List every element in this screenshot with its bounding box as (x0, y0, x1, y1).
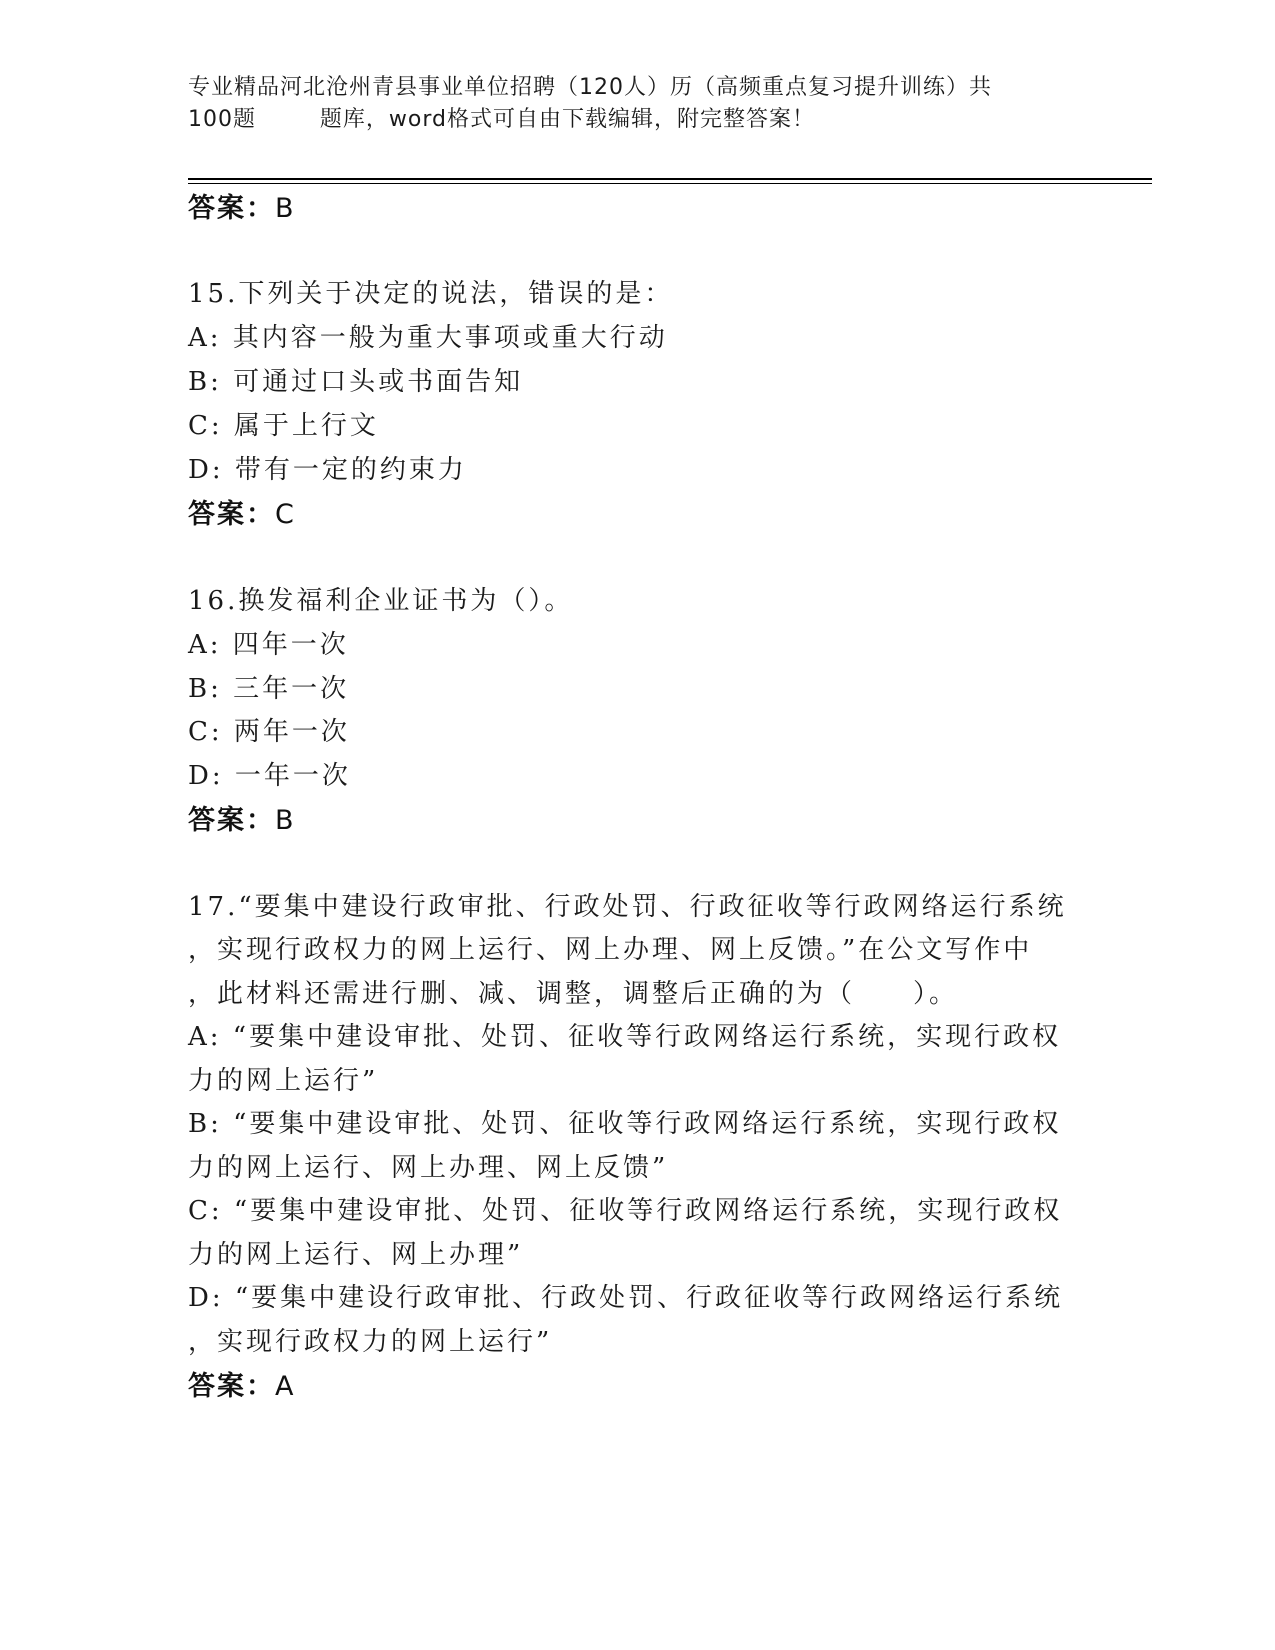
question-17-line1: 17.“要集中建设行政审批、行政处罚、行政征收等行政网络运行系统 (188, 892, 1067, 922)
question-15-text: 15.下列关于决定的说法，错误的是： (188, 279, 674, 309)
q17-option-a-line2: 力的网上运行” (188, 1066, 379, 1096)
answer-q17 (188, 1364, 295, 1403)
q15-option-b: B: 可通过口头或书面告知 (188, 367, 524, 397)
q17-option-b-line2: 力的网上运行、网上办理、网上反馈” (188, 1153, 669, 1183)
header-divider-thick (188, 178, 1152, 180)
answer-value: B (275, 193, 296, 224)
answer-label: 答案： (188, 193, 275, 224)
q17-option-c-line1: C: “要集中建设审批、处罚、征收等行政网络运行系统，实现行政权 (188, 1196, 1063, 1226)
q17-option-c-line2: 力的网上运行、网上办理” (188, 1240, 524, 1270)
question-16-text: 16.换发福利企业证书为（）。 (188, 586, 574, 616)
q17-option-d-line2: ，实现行政权力的网上运行” (188, 1327, 553, 1357)
answer-label: 答案： (188, 1371, 275, 1402)
question-17-line3: ，此材料还需进行删、减、调整，调整后正确的为（ ）。 (188, 979, 959, 1009)
q16-option-c: C: 两年一次 (188, 717, 350, 747)
document-header (188, 72, 1068, 136)
question-17-line2: ，实现行政权力的网上运行、网上办理、网上反馈。”在公文写作中 (188, 935, 1033, 965)
q17-option-d-line1: D: “要集中建设行政审批、行政处罚、行政征收等行政网络运行系统 (188, 1283, 1064, 1313)
q16-option-d: D: 一年一次 (188, 761, 351, 791)
q16-option-b: B: 三年一次 (188, 674, 350, 704)
q17-option-a-line1: A: “要集中建设审批、处罚、征收等行政网络运行系统，实现行政权 (188, 1022, 1062, 1052)
answer-value: B (275, 805, 296, 836)
answer-value: A (275, 1371, 296, 1402)
answer-q15 (188, 492, 296, 531)
q15-option-d: D: 带有一定的约束力 (188, 455, 467, 485)
header-title-line2: 100题 题库，word格式可自由下载编辑，附完整答案！ (188, 107, 816, 132)
answer-q14 (188, 186, 296, 225)
answer-label: 答案： (188, 499, 275, 530)
answer-label: 答案： (188, 805, 275, 836)
q17-option-b-line1: B: “要集中建设审批、处罚、征收等行政网络运行系统，实现行政权 (188, 1109, 1062, 1139)
answer-q16 (188, 798, 296, 837)
header-title-line1: 专业精品河北沧州青县事业单位招聘（120人）历（高频重点复习提升训练）共 (188, 75, 992, 100)
q15-option-a: A: 其内容一般为重大事项或重大行动 (188, 323, 668, 353)
header-divider-thin (188, 183, 1152, 184)
q16-option-a: A: 四年一次 (188, 630, 349, 660)
answer-value: C (275, 499, 296, 530)
q15-option-c: C: 属于上行文 (188, 411, 379, 441)
